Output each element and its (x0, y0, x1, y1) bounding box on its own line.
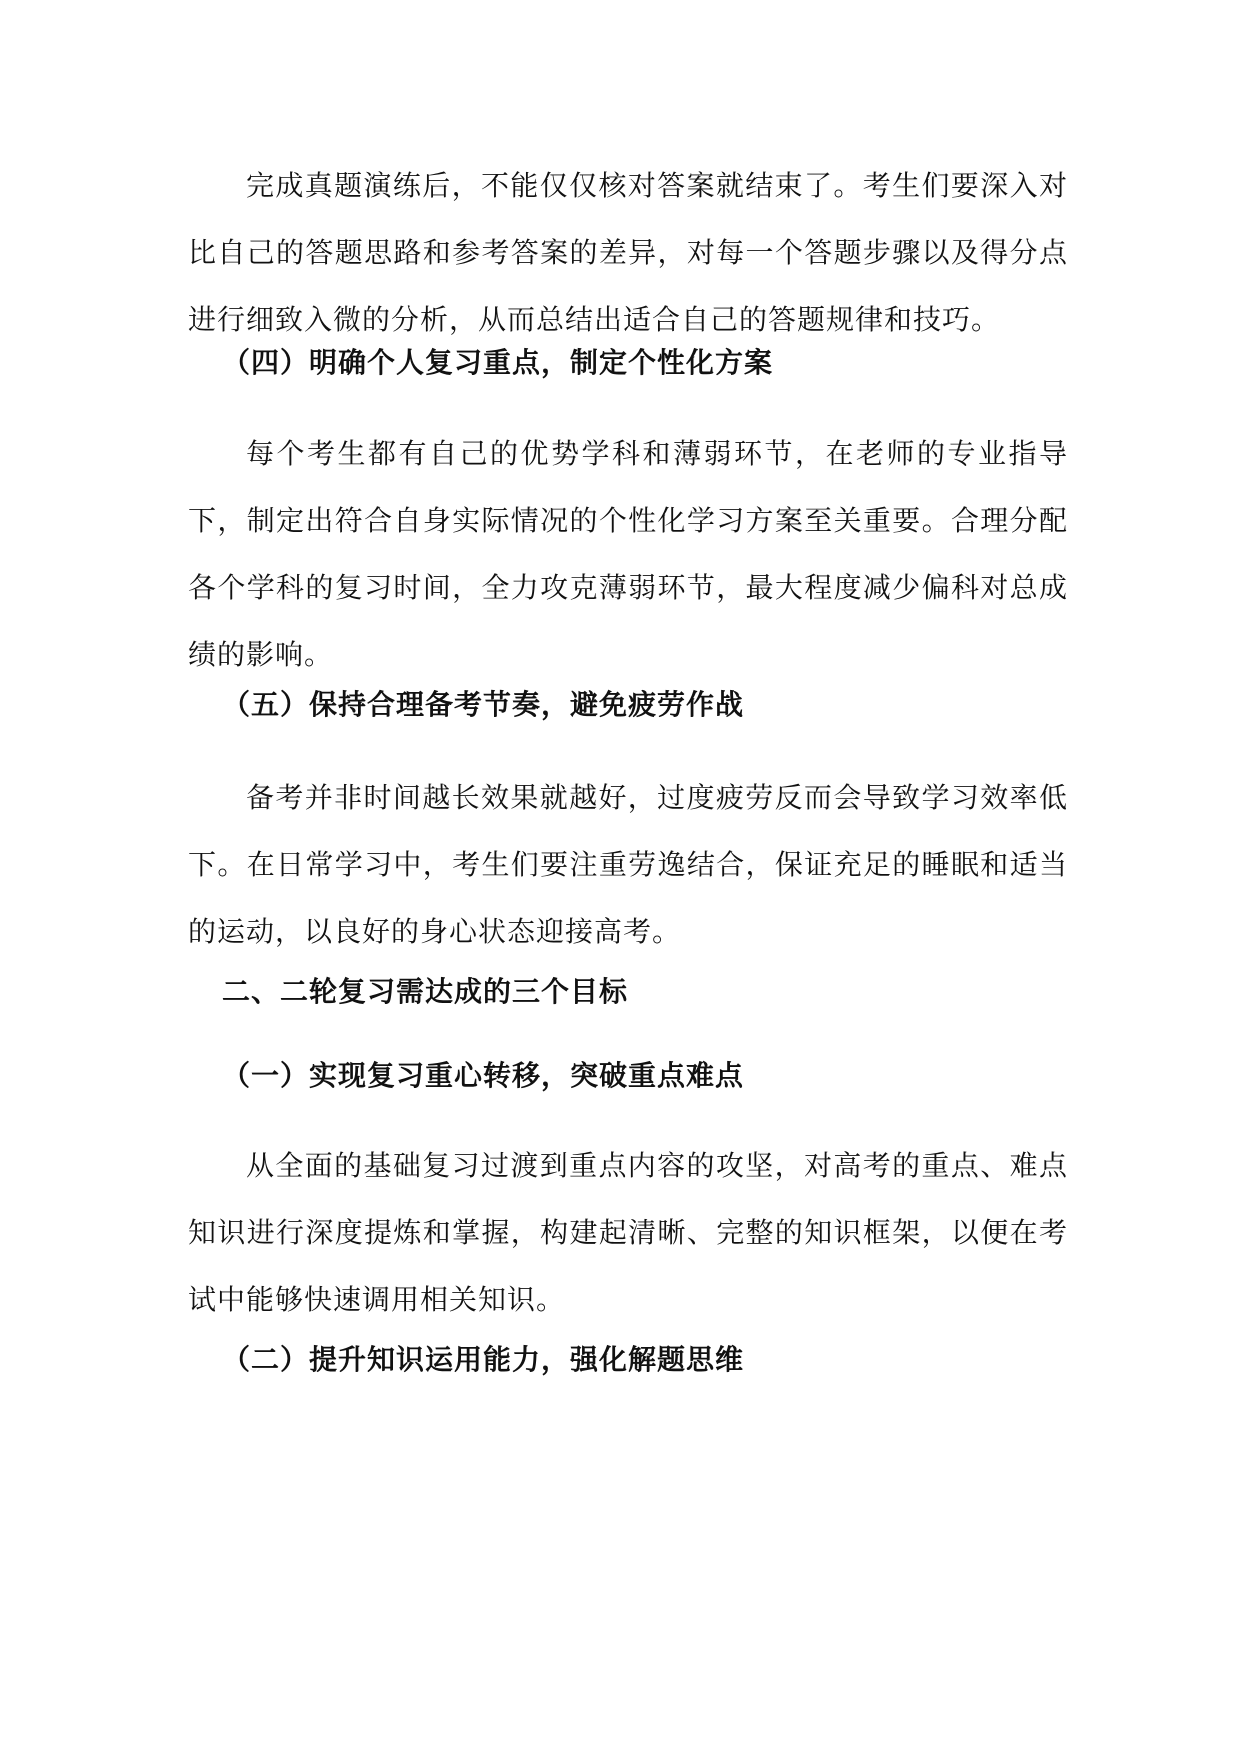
paragraph-exam-review: 完成真题演练后，不能仅仅核对答案就结束了。考生们要深入对比自己的答题思路和参考答案的差异，对每一个答题步骤以及得分点进行细致入微的分析，从而总结出适合自己的答题规律和技巧。 (188, 169, 1068, 336)
heading-section-two: 二、二轮复习需达成的三个目标 (222, 975, 629, 1008)
heading-shift-focus: （一）实现复习重心转移，突破重点难点 (222, 1059, 745, 1092)
paragraph-study-rhythm: 备考并非时间越长效果就越好，过度疲劳反而会导致学习效率低下。在日常学习中，考生们要注重劳逸结合，保证充足的睡眠和适当的运动，以良好的身心状态迎接高考。 (188, 781, 1068, 948)
heading-personal-focus: （四）明确个人复习重点，制定个性化方案 (222, 346, 774, 379)
paragraph-shift-focus: 从全面的基础复习过渡到重点内容的攻坚，对高考的重点、难点知识进行深度提炼和掌握，构建起清晰、完整的知识框架，以便在考试中能够快速调用相关知识。 (188, 1149, 1068, 1316)
heading-study-rhythm: （五）保持合理备考节奏，避免疲劳作战 (222, 688, 745, 721)
heading-knowledge-application: （二）提升知识运用能力，强化解题思维 (222, 1343, 745, 1376)
paragraph-personal-plan: 每个考生都有自己的优势学科和薄弱环节，在老师的专业指导下，制定出符合自身实际情况的个性化学习方案至关重要。合理分配各个学科的复习时间，全力攻克薄弱环节，最大程度减少偏科对总成绩的影响。 (188, 437, 1068, 671)
